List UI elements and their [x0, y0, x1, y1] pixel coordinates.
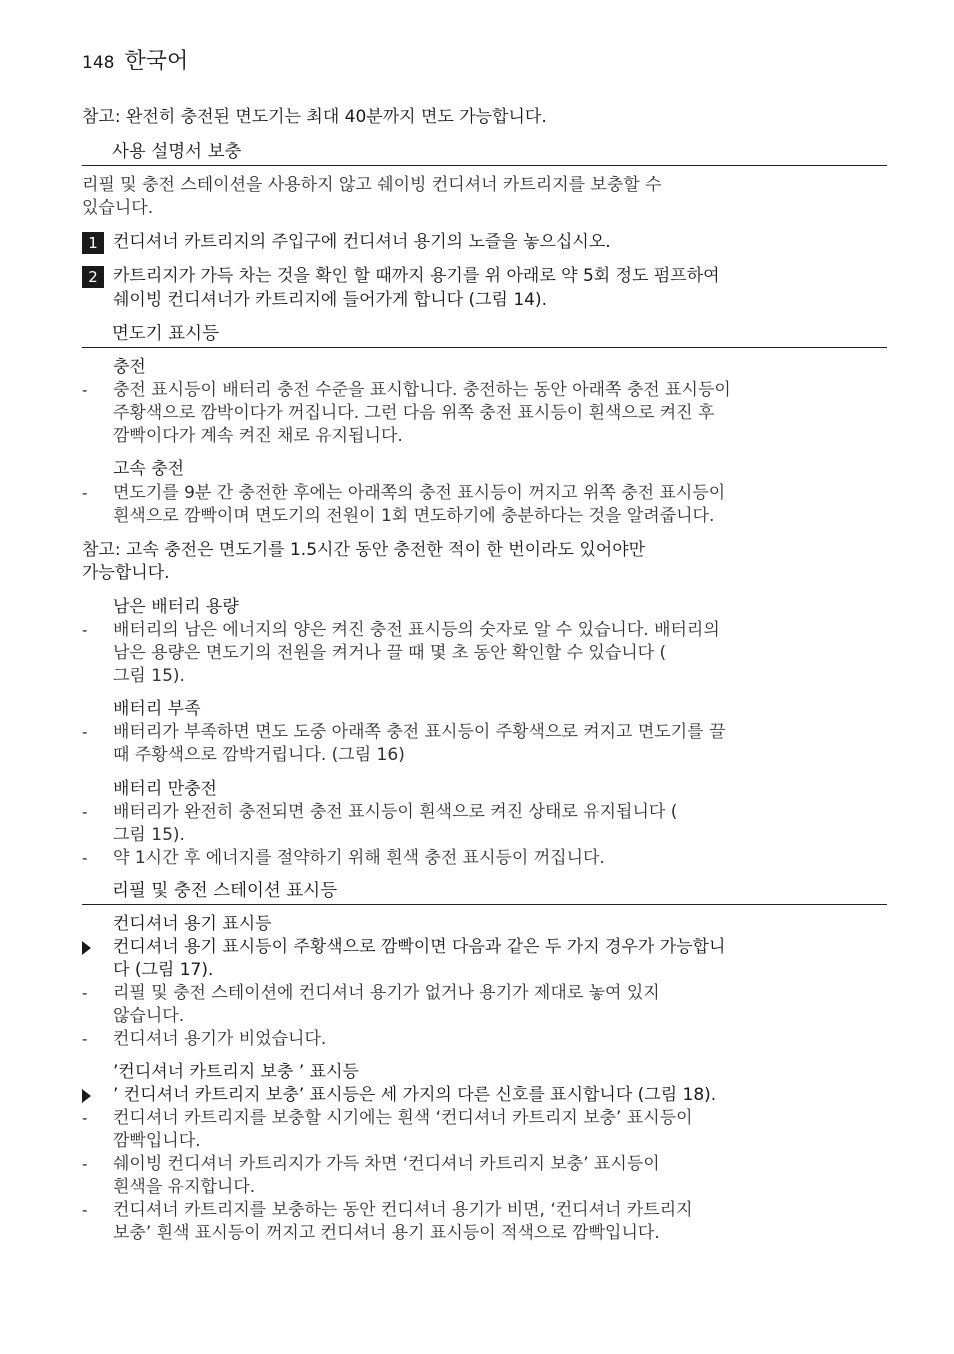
item-text: 주황색으로 깜박이다가 꺼집니다. 그런 다음 위쪽 충전 표시등이 흰색으로 켜진 후 [113, 403, 715, 423]
item-text: 배터리의 남은 에너지의 양은 켜진 충전 표시등의 숫자로 알 수 있습니다. 배터리의 [113, 620, 720, 640]
item-text: 흰색으로 깜빡이며 면도기의 전원이 1회 면도하기에 충분하다는 것을 알려줍니다. [113, 506, 715, 526]
subheading-charging: 충전 [113, 357, 146, 377]
item-text: 면도기를 9분 간 충전한 후에는 아래쪽의 충전 표시등이 꺼지고 위쪽 충전 표시등이 [113, 483, 726, 503]
dash-marker: - [82, 849, 88, 867]
dash-marker: - [82, 621, 88, 639]
bullet-triangle-icon [82, 941, 91, 955]
dash-marker: - [82, 803, 88, 821]
page-language: 한국어 [124, 49, 189, 74]
dash-marker: - [82, 381, 88, 399]
item-text: 약 1시간 후 에너지를 절약하기 위해 흰색 충전 표시등이 꺼집니다. [113, 848, 605, 868]
dash-marker: - [82, 1155, 88, 1173]
item-text: 배터리가 완전히 충전되면 충전 표시등이 흰색으로 켜진 상태로 유지됩니다 ( [113, 802, 678, 822]
section-header-station-indicator [82, 879, 887, 905]
subheading-low-battery: 배터리 부족 [113, 699, 201, 719]
page-header [82, 44, 188, 75]
bullet-triangle-icon [82, 1089, 91, 1103]
dash-marker: - [82, 723, 88, 741]
step-text: 쉐이빙 컨디셔너가 카트리지에 들어가게 합니다 (그림 14). [113, 290, 548, 310]
item-text: 컨디셔너 용기가 비었습니다. [113, 1029, 327, 1049]
note-quick-charge: 가능합니다. [82, 563, 170, 583]
bullet-text: 컨디셔너 용기 표시등이 주황색으로 깜빡이면 다음과 같은 두 가지 경우가 가능합니 [113, 937, 726, 957]
item-text: 않습니다. [113, 1006, 185, 1026]
item-text: 배터리가 부족하면 면도 도중 아래쪽 충전 표시등이 주황색으로 켜지고 면도기를 끌 [113, 722, 726, 742]
note-full-charge: 참고: 완전히 충전된 면도기는 최대 40분까지 면도 가능합니다. [82, 107, 547, 127]
note-quick-charge: 참고: 고속 충전은 면도기를 1.5시간 동안 충전한 적이 한 번이라도 있어야만 [82, 540, 646, 560]
dash-marker: - [82, 1201, 88, 1219]
dash-marker: - [82, 484, 88, 502]
item-text: 깜빡입니다. [113, 1131, 201, 1151]
item-text: 깜빡이다가 계속 켜진 채로 유지됩니다. [113, 426, 403, 446]
item-text: 흰색을 유지합니다. [113, 1177, 256, 1197]
item-text: 컨디셔너 카트리지를 보충할 시기에는 흰색 ‘컨디셔너 카트리지 보충’ 표시등이 [113, 1108, 693, 1128]
step-text: 카트리지가 가득 차는 것을 확인 할 때까지 용기를 위 아래로 약 5회 정도 펌프하여 [113, 266, 720, 286]
bullet-text: 다 (그림 17). [113, 960, 214, 980]
page-number: 148 [82, 53, 115, 73]
section-title: 리필 및 충전 스테이션 표시등 [112, 881, 338, 901]
bullet-text: ’ 컨디셔너 카트리지 보충’ 표시등은 세 가지의 다른 신호를 표시합니다 (그림 18). [113, 1085, 717, 1105]
subheading-container-indicator: 컨디셔너 용기 표시등 [113, 914, 272, 934]
subheading-remaining-battery: 남은 배터리 용량 [113, 597, 239, 617]
item-text: 컨디셔너 카트리지를 보충하는 동안 컨디셔너 용기가 비면, ‘컨디셔너 카트리지 [113, 1200, 693, 1220]
section-title: 면도기 표시등 [112, 324, 219, 344]
subheading-cartridge-indicator: ’컨디셔너 카트리지 보충 ’ 표시등 [113, 1062, 359, 1082]
intro-line: 있습니다. [82, 198, 154, 218]
item-text: 때 주황색으로 깜박거립니다. (그림 16) [113, 745, 405, 765]
section-header-shaver-indicator [82, 322, 887, 348]
dash-marker: - [82, 984, 88, 1002]
dash-marker: - [82, 1109, 88, 1127]
item-text: 리필 및 충전 스테이션에 컨디셔너 용기가 없거나 용기가 제대로 놓여 있지 [113, 983, 660, 1003]
item-text: 남은 용량은 면도기의 전원을 켜거나 끌 때 몇 초 동안 확인할 수 있습니다 ( [113, 643, 667, 663]
subheading-full-battery: 배터리 만충전 [113, 779, 217, 799]
item-text: 충전 표시등이 배터리 충전 수준을 표시합니다. 충전하는 동안 아래쪽 충전 표시등이 [113, 380, 731, 400]
item-text: 쉐이빙 컨디셔너 카트리지가 가득 차면 ‘컨디셔너 카트리지 보충’ 표시등이 [113, 1154, 660, 1174]
section-header-manual-refill [82, 140, 887, 166]
item-text: 보충’ 흰색 표시등이 꺼지고 컨디셔너 용기 표시등이 적색으로 깜빡입니다. [113, 1223, 660, 1243]
step-number-box: 1 [82, 232, 104, 254]
step-number-box: 2 [82, 266, 104, 288]
section-title: 사용 설명서 보충 [112, 142, 242, 162]
dash-marker: - [82, 1030, 88, 1048]
item-text: 그림 15). [113, 825, 185, 845]
intro-line: 리필 및 충전 스테이션을 사용하지 않고 쉐이빙 컨디셔너 카트리지를 보충할 수 [82, 175, 662, 195]
step-text: 컨디셔너 카트리지의 주입구에 컨디셔너 용기의 노즐을 놓으십시오. [113, 232, 611, 252]
item-text: 그림 15). [113, 666, 185, 686]
subheading-quick-charge: 고속 충전 [113, 459, 185, 479]
